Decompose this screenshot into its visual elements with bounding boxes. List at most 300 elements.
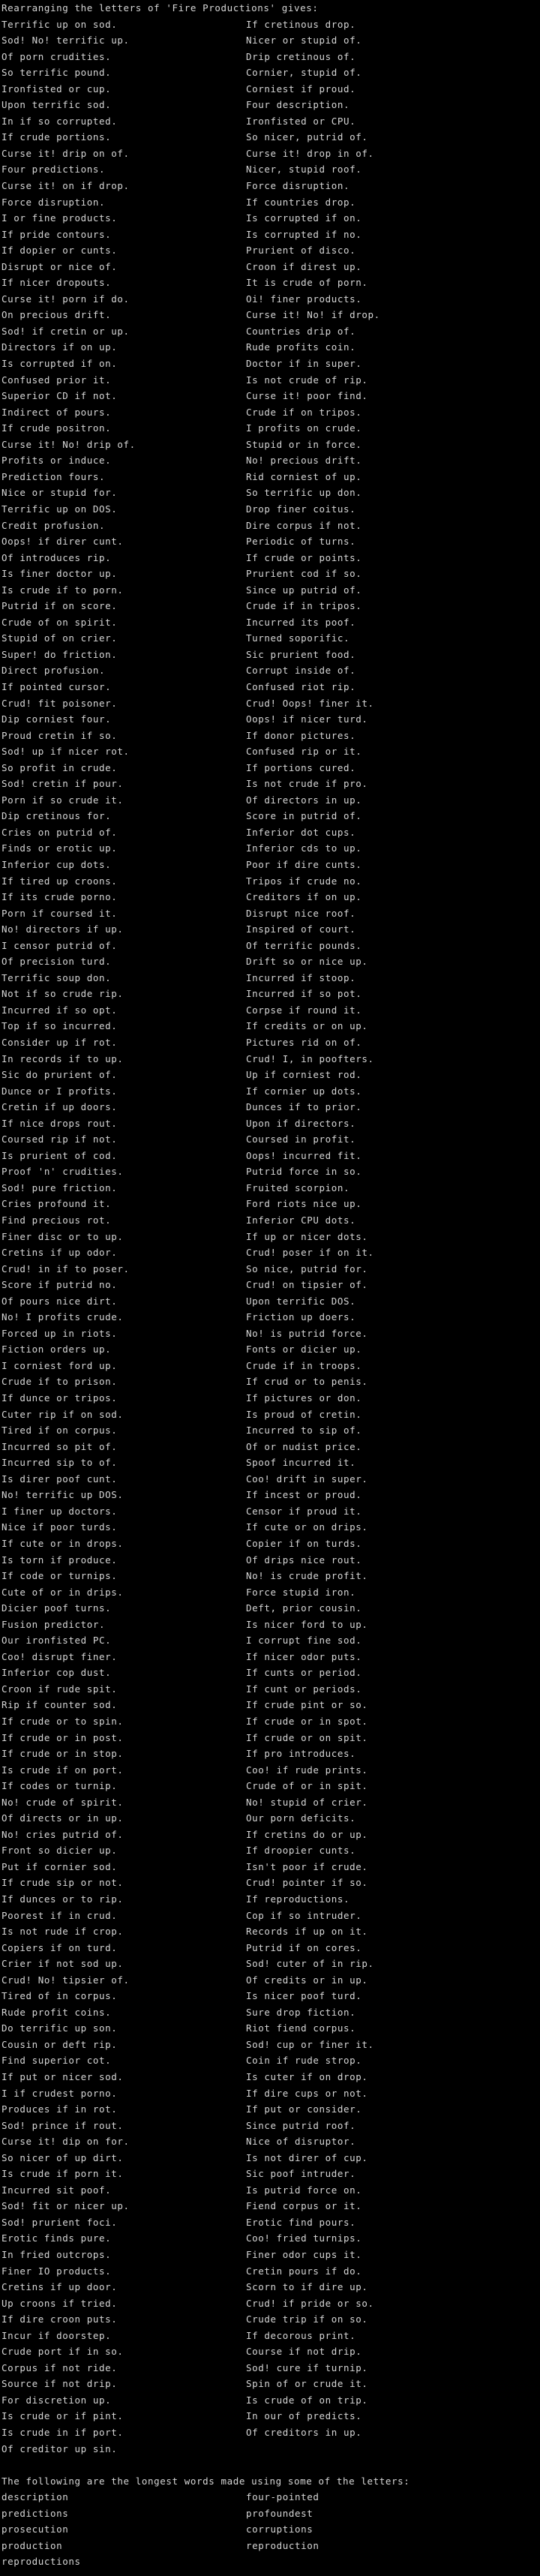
anagram-item: Coo! fried turnips. [246, 2232, 362, 2244]
anagram-item: Curse it! drip on of. [2, 147, 130, 159]
anagram-item: Coursed rip if not. [2, 1133, 118, 1145]
anagram-item: Cornier, stupid of. [246, 67, 362, 79]
anagram-item: Rude profit coins. [2, 2006, 112, 2018]
anagram-item: Oi! finer products. [246, 293, 362, 305]
anagram-item: Doctor if in super. [246, 358, 362, 370]
anagram-heading: Rearranging the letters of 'Fire Productions' gives: [2, 2, 319, 14]
anagram-item: Is corrupted if on. [246, 212, 362, 224]
anagram-item: Terrific up on sod. [2, 18, 118, 30]
anagram-item: Source if not drip. [2, 2378, 118, 2390]
anagram-item: Copier if on turds. [246, 1537, 362, 1549]
anagram-item: For discretion up. [2, 2394, 112, 2406]
anagram-item: Is direr poof cunt. [2, 1473, 118, 1485]
anagram-item: Is torn if produce. [2, 1554, 118, 1566]
anagram-item: Is corrupted if no. [246, 228, 362, 240]
anagram-item: Cuter rip if on sod. [2, 1408, 124, 1420]
anagram-item: Incurred sit poof. [2, 2184, 112, 2196]
anagram-item: Find superior cot. [2, 2055, 112, 2067]
anagram-item: In if so corrupted. [2, 115, 118, 127]
anagram-item: Consider up if rot. [2, 1037, 118, 1048]
anagram-item: Sod! cup or finer it. [246, 2038, 374, 2050]
anagram-item: I or fine products. [2, 212, 118, 224]
anagram-item: Is crude in if port. [2, 2427, 124, 2439]
anagram-item: Drift so or nice up. [246, 956, 368, 968]
anagram-item: If dire croon puts. [2, 2313, 118, 2325]
anagram-item: Coin if rude strop. [246, 2055, 362, 2067]
anagram-item: Sod! fit or nicer up. [2, 2200, 130, 2212]
anagram-item: Prediction fours. [2, 470, 106, 482]
anagram-item: Crude trip if on so. [246, 2313, 368, 2325]
anagram-item: If pride contours. [2, 228, 112, 240]
anagram-item: Of credits or in up. [246, 1974, 368, 1986]
anagram-item: If put or nicer sod. [2, 2071, 124, 2082]
anagram-item: Forced up in riots. [2, 1327, 118, 1339]
anagram-item: Sic prurient food. [246, 648, 356, 660]
anagram-item: Super! do friction. [2, 648, 118, 660]
anagram-item: Prurient of disco. [246, 245, 356, 257]
anagram-item: No! terrific up DOS. [2, 1489, 124, 1501]
anagram-item: Sic poof intruder. [246, 2168, 356, 2180]
anagram-item: Nice if poor turds. [2, 1521, 118, 1533]
anagram-item: Fonts or dicier up. [246, 1344, 362, 1356]
anagram-item: It is crude of porn. [246, 277, 368, 289]
anagram-item: Dip corniest four. [2, 713, 112, 725]
anagram-item: Isn't poor if crude. [246, 1860, 368, 1872]
anagram-item: Fusion predictor. [2, 1618, 106, 1630]
anagram-item: Putrid if on cores. [246, 1941, 362, 1953]
anagram-item: So nicer, putrid of. [246, 131, 368, 143]
anagram-item: Of directors in up. [246, 794, 362, 806]
anagram-item: Our ironfisted PC. [2, 1635, 112, 1647]
anagram-item: If pro introduces. [246, 1748, 356, 1760]
anagram-item: If crude or in stop. [2, 1748, 124, 1760]
anagram-item: Curse it! dip on for. [2, 2136, 130, 2148]
anagram-item: Disrupt nice roof. [246, 907, 356, 919]
anagram-item: Is not rude if crop. [2, 1926, 124, 1938]
anagram-item: Confused riot rip. [246, 680, 356, 692]
longest-words-list [2, 2489, 540, 2570]
anagram-item: If cretinous drop. [246, 18, 356, 30]
anagram-item: Upon terrific DOS. [246, 1295, 356, 1307]
anagram-item: Crud! pointer if so. [246, 1877, 368, 1889]
anagram-item: Proud cretin if so. [2, 729, 118, 741]
anagram-item: Crud! Oops! finer it. [246, 697, 374, 709]
anagram-item: Incurred if so pot. [246, 988, 362, 1000]
anagram-item: Stupid of on crier. [2, 632, 118, 644]
anagram-item: Countries drip of. [246, 325, 356, 337]
anagram-item: No! is crude profit. [246, 1570, 368, 1582]
anagram-item: Friction up doers. [246, 1311, 356, 1323]
anagram-item: Sod! cuter of in rip. [246, 1958, 374, 1970]
anagram-item: If its crude porno. [2, 891, 118, 903]
anagram-item: Sod! No! terrific up. [2, 35, 130, 47]
anagram-item: Croon if direst up. [246, 260, 362, 272]
anagram-item: Incurred sip to of. [2, 1457, 118, 1469]
anagram-item: If cunt or periods. [246, 1683, 362, 1695]
anagram-item: Curse it! drop in of. [246, 147, 374, 159]
anagram-item: So profit in crude. [2, 761, 118, 773]
anagram-item: Corrupt inside of. [246, 665, 356, 677]
anagram-item: Is crude if to porn. [2, 584, 124, 596]
anagram-item: Put if cornier sod. [2, 1860, 118, 1872]
anagram-item: Ironfisted or cup. [2, 83, 112, 95]
anagram-item: Crude if in tripos. [246, 600, 362, 612]
anagram-item: Cute of or in drips. [2, 1586, 124, 1598]
anagram-item: Crud! I, in poofters. [246, 1052, 374, 1064]
anagram-item: No! stupid of crier. [246, 1796, 368, 1808]
anagram-item: Score in putrid of. [246, 810, 362, 822]
anagram-item: Putrid force in so. [246, 1166, 362, 1178]
anagram-item: If nice drops rout. [2, 1117, 118, 1129]
anagram-item: Crude if to prison. [2, 1376, 118, 1388]
anagram-item: Profits or induce. [2, 455, 112, 467]
anagram-item: Cop if so intruder. [246, 1909, 362, 1921]
anagram-item: In our of predicts. [246, 2410, 362, 2422]
longest-word-item: reproduction [246, 2539, 320, 2551]
anagram-item: Porn if so crude it. [2, 794, 124, 806]
longest-word-item: profoundest [246, 2507, 314, 2519]
anagram-item: Crude if in troops. [246, 1359, 362, 1371]
anagram-item: Tripos if crude no. [246, 875, 362, 887]
anagram-item: Confused rip or it. [246, 746, 362, 758]
anagram-item: Corniest if proud. [246, 83, 356, 95]
anagram-item: Not if so crude rip. [2, 988, 124, 1000]
anagram-item: Dunces if to prior. [246, 1101, 362, 1113]
anagram-item: Sod! pure friction. [2, 1181, 118, 1193]
anagram-item: Find precious rot. [2, 1214, 112, 1226]
anagram-item: Upon terrific sod. [2, 99, 112, 111]
anagram-item: Sod! prurient foci. [2, 2216, 118, 2228]
anagram-item: Confused prior it. [2, 374, 112, 386]
anagram-item: Score if putrid no. [2, 1279, 118, 1291]
anagram-item: If crude sip or not. [2, 1877, 124, 1889]
anagram-item: Crude port if in so. [2, 2346, 124, 2358]
anagram-item: If portions cured. [246, 761, 356, 773]
anagram-item: Crud! No! tipsier of. [2, 1974, 130, 1986]
anagram-item: Is putrid force on. [246, 2184, 362, 2196]
anagram-item: If cornier up dots. [246, 1085, 362, 1097]
anagram-item: Crude of or in spit. [246, 1780, 368, 1792]
anagram-item: Oops! incurred fit. [246, 1149, 362, 1161]
anagram-item: Finds or erotic up. [2, 842, 118, 854]
anagram-item: Is crude of on trip. [246, 2394, 368, 2406]
anagram-item: Crud! in if to poser. [2, 1262, 130, 1274]
anagram-item: Terrific up on DOS. [2, 503, 118, 515]
anagram-item: So nice, putrid for. [246, 1262, 368, 1274]
anagram-item: Is finer doctor up. [2, 568, 118, 580]
anagram-item: I if crudest porno. [2, 2087, 118, 2099]
anagram-item: Since putrid roof. [246, 2119, 356, 2131]
anagram-item: Is nicer ford to up. [246, 1618, 368, 1630]
anagram-item: If credits or on up. [246, 1020, 368, 1032]
anagram-item: Rude profits coin. [246, 341, 356, 353]
anagram-item: Cretins if up odor. [2, 1247, 118, 1259]
anagram-item: Crud! fit poisoner. [2, 697, 118, 709]
longest-word-item: reproductions [2, 2556, 81, 2568]
anagram-item: Is crude or if pint. [2, 2410, 124, 2422]
anagram-item: Direct profusion. [2, 665, 106, 677]
anagram-item: Of pours nice dirt. [2, 1295, 118, 1307]
anagram-item: Is corrupted if on. [2, 358, 118, 370]
anagram-item: Records if up on it. [246, 1926, 368, 1938]
anagram-column-left [2, 17, 246, 2457]
anagram-item: Incurred if stoop. [246, 971, 356, 983]
anagram-item: If incest or proud. [246, 1489, 362, 1501]
anagram-item: Of creditors in up. [246, 2427, 362, 2439]
anagram-item: Our porn deficits. [246, 1812, 356, 1824]
anagram-item: Nice of disruptor. [246, 2136, 356, 2148]
anagram-item: Crud! poser if on it. [246, 1247, 374, 1259]
anagram-item: Ironfisted or CPU. [246, 115, 356, 127]
anagram-item: Incurred to sip of. [246, 1425, 362, 1437]
anagram-item: Curse it! on if drop. [2, 180, 130, 192]
anagram-item: Of precision turd. [2, 956, 112, 968]
anagram-item: Inferior CPU dots. [246, 1214, 356, 1226]
anagram-item: Of terrific pounds. [246, 939, 362, 951]
longest-word-item: four-pointed [246, 2491, 320, 2503]
anagram-item: I finer up doctors. [2, 1505, 118, 1517]
anagram-item: No! directors if up. [2, 923, 124, 935]
anagram-item: Of porn crudities. [2, 50, 112, 62]
anagram-item: Drip cretinous of. [246, 50, 356, 62]
longest-word-item: corruptions [246, 2523, 314, 2535]
anagram-item: Scorn to if dire up. [246, 2281, 368, 2293]
anagram-item: Rip if counter sod. [2, 1699, 118, 1711]
anagram-item: If codes or turnip. [2, 1780, 118, 1792]
longest-word-item: prosecution [2, 2523, 69, 2535]
anagram-item: If crude or in spot. [246, 1715, 368, 1727]
anagram-item: Inferior dot cups. [246, 826, 356, 838]
anagram-item: Cries on putrid of. [2, 826, 118, 838]
anagram-item: Force stupid iron. [246, 1586, 356, 1598]
anagram-item: Censor if proud it. [246, 1505, 362, 1517]
anagram-item: Spoof incurred it. [246, 1457, 356, 1469]
anagram-item: Curse it! No! drip of. [2, 438, 136, 450]
anagram-item: Top if so incurred. [2, 1020, 118, 1032]
anagram-item: I profits on crude. [246, 422, 362, 434]
anagram-item: Nice or stupid for. [2, 487, 118, 499]
anagram-item: Porn if coursed it. [2, 907, 118, 919]
anagram-item: Croon if rude spit. [2, 1683, 118, 1695]
anagram-item: Is prurient of cod. [2, 1149, 118, 1161]
anagram-item: So nicer of up dirt. [2, 2151, 124, 2163]
anagram-item: No! is putrid force. [246, 1327, 368, 1339]
anagram-item: If crude or on spit. [246, 1731, 368, 1743]
anagram-item: Superior CD if not. [2, 390, 118, 402]
anagram-column-right [246, 17, 540, 2457]
anagram-item: Sod! if cretin or up. [2, 325, 130, 337]
anagram-item: In records if to up. [2, 1052, 124, 1064]
anagram-item: Sod! prince if rout. [2, 2119, 124, 2131]
anagram-item: Directors if on up. [2, 341, 118, 353]
anagram-item: If cute or in drops. [2, 1537, 124, 1549]
anagram-item: If donor pictures. [246, 729, 356, 741]
anagram-item: Incurred so pit of. [2, 1440, 118, 1452]
anagram-item: Cries profound it. [2, 1198, 112, 1210]
anagram-item: Corpse if round it. [246, 1004, 362, 1016]
anagram-item: Is proud of cretin. [246, 1408, 362, 1420]
anagram-item: Up if corniest rod. [246, 1069, 362, 1081]
anagram-item: Is not direr of cup. [246, 2151, 368, 2163]
anagram-item: Dire corpus if not. [246, 519, 362, 531]
anagram-item: If dire cups or not. [246, 2087, 368, 2099]
anagram-item: If nicer dropouts. [2, 277, 112, 289]
anagram-item: If dunces or to rip. [2, 1893, 124, 1905]
anagram-item: Pictures rid on of. [246, 1037, 362, 1048]
anagram-item: Up croons if tried. [2, 2297, 118, 2309]
anagram-item: Tired if on corpus. [2, 1425, 118, 1437]
anagram-item: Force disruption. [246, 180, 350, 192]
anagram-item: Of drips nice rout. [246, 1554, 362, 1566]
anagram-item: Of or nudist price. [246, 1440, 362, 1452]
anagram-item: Proof 'n' crudities. [2, 1166, 124, 1178]
anagram-item: Crude of on spirit. [2, 616, 118, 628]
anagram-item: Coo! if rude prints. [246, 1764, 368, 1776]
anagram-item: Fiend corpus or it. [246, 2200, 362, 2212]
anagram-item: Copiers if on turd. [2, 1941, 118, 1953]
anagram-item: Coo! disrupt finer. [2, 1650, 118, 1662]
anagram-item: Sic do prurient of. [2, 1069, 118, 1081]
anagram-item: Dip cretinous for. [2, 810, 112, 822]
anagram-item: Inspired of court. [246, 923, 356, 935]
anagram-item: Of directs or in up. [2, 1812, 124, 1824]
anagram-item: In fried outcrops. [2, 2249, 112, 2261]
anagram-item: Erotic finds pure. [2, 2232, 112, 2244]
anagram-item: Spin of or crude it. [246, 2378, 368, 2390]
anagram-item: If countries drop. [246, 196, 356, 208]
anagram-item: If droopier cunts. [246, 1845, 356, 1857]
anagram-item: Force disruption. [2, 196, 106, 208]
anagram-item: Dicier poof turns. [2, 1602, 112, 1614]
anagram-item: Cousin or deft rip. [2, 2038, 118, 2050]
anagram-item: Putrid if on score. [2, 600, 118, 612]
anagram-item: Upon if directors. [246, 1117, 356, 1129]
anagram-item: Poor if dire cunts. [246, 858, 362, 870]
anagram-item: If crude pint or so. [246, 1699, 368, 1711]
anagram-item: If nicer odor puts. [246, 1650, 362, 1662]
longest-words-heading: The following are the longest words made using some of the letters: [2, 2475, 410, 2487]
anagram-item: If crude positron. [2, 422, 112, 434]
anagram-item: Stupid or in force. [246, 438, 362, 450]
anagram-item: If crude or points. [246, 551, 362, 563]
anagram-item: Tired of in corpus. [2, 1990, 118, 2002]
anagram-columns [2, 17, 540, 2457]
anagram-item: If cute or on drips. [246, 1521, 368, 1533]
anagram-item: Oops! if nicer turd. [246, 713, 368, 725]
anagram-item: I censor putrid of. [2, 939, 118, 951]
anagram-item: Is crude if on port. [2, 1764, 124, 1776]
anagram-item: Corpus if not ride. [2, 2361, 118, 2373]
anagram-item: Incurred if so opt. [2, 1004, 118, 1016]
anagram-item: Sod! cretin if pour. [2, 778, 124, 790]
anagram-item: Inferior cup dots. [2, 858, 112, 870]
anagram-item: Oops! if direr cunt. [2, 536, 124, 548]
anagram-item: Front so dicier up. [2, 1845, 118, 1857]
anagram-item: Curse it! porn if do. [2, 293, 130, 305]
anagram-item: Produces if in rot. [2, 2103, 118, 2115]
anagram-item: Incurred its poof. [246, 616, 356, 628]
anagram-item: Creditors if on up. [246, 891, 362, 903]
anagram-item: I corrupt fine sod. [246, 1635, 362, 1647]
anagram-item: So terrific up don. [246, 487, 362, 499]
anagram-item: If decorous print. [246, 2329, 356, 2341]
anagram-item: If put or consider. [246, 2103, 362, 2115]
anagram-item: Do terrific up son. [2, 2022, 118, 2034]
anagram-item: If dunce or tripos. [2, 1392, 118, 1404]
anagram-item: Nicer or stupid of. [246, 35, 362, 47]
anagram-item: Curse it! poor find. [246, 390, 368, 402]
anagram-item: Crud! on tipsier of. [246, 1279, 368, 1291]
anagram-item: Finer IO products. [2, 2265, 112, 2277]
anagram-item: Is crude if porn it. [2, 2168, 124, 2180]
anagram-item: Prurient cod if so. [246, 568, 362, 580]
anagram-item: Inferior cds to up. [246, 842, 362, 854]
anagram-item: Since up putrid of. [246, 584, 362, 596]
anagram-item: Of introduces rip. [2, 551, 112, 563]
anagram-item: Terrific soup don. [2, 971, 112, 983]
anagram-item: Turned soporific. [246, 632, 350, 644]
anagram-item: Crude if on tripos. [246, 406, 362, 418]
anagram-item: I corniest ford up. [2, 1359, 118, 1371]
anagram-item: Curse it! No! if drop. [246, 309, 380, 321]
anagram-item: Ford riots nice up. [246, 1198, 362, 1210]
anagram-item: Disrupt or nice of. [2, 260, 118, 272]
anagram-item: Finer odor cups it. [246, 2249, 362, 2261]
anagram-item: Crier if not sod up. [2, 1958, 124, 1970]
anagram-item: If cunts or period. [246, 1667, 362, 1679]
anagram-item: No! precious drift. [246, 455, 362, 467]
anagram-item: Poorest if in crud. [2, 1909, 118, 1921]
anagram-item: If crude or in post. [2, 1731, 124, 1743]
anagram-item: Nicer, stupid roof. [246, 164, 362, 176]
anagram-item: Inferior cop dust. [2, 1667, 112, 1679]
anagram-item: Drop finer coitus. [246, 503, 356, 515]
anagram-item: Is not crude if pro. [246, 778, 368, 790]
anagram-item: Cretin if up doors. [2, 1101, 118, 1113]
anagram-item: If tired up croons. [2, 875, 118, 887]
anagram-item: If cretins do or up. [246, 1828, 368, 1840]
anagram-item: Four predictions. [2, 164, 106, 176]
longest-word-item: description [2, 2491, 69, 2503]
anagram-item: Coo! drift in super. [246, 1473, 368, 1485]
anagram-item: Course if not drip. [246, 2346, 362, 2358]
anagram-item: Sure drop fiction. [246, 2006, 356, 2018]
longest-word-item: predictions [2, 2507, 69, 2519]
anagram-item: No! I profits crude. [2, 1311, 124, 1323]
anagram-item: If code or turnips. [2, 1570, 118, 1582]
anagram-item: Is nicer poof turd. [246, 1990, 362, 2002]
anagram-item: Finer disc or to up. [2, 1230, 124, 1242]
anagram-item: Of creditor up sin. [2, 2442, 118, 2454]
anagram-item: Cretins if up door. [2, 2281, 118, 2293]
anagram-item: If up or nicer dots. [246, 1230, 368, 1242]
anagram-item: Coursed in profit. [246, 1133, 356, 1145]
anagram-item: Credit profusion. [2, 519, 106, 531]
anagram-item: Incur if doorstep. [2, 2329, 112, 2341]
anagram-item: Erotic find pours. [246, 2216, 356, 2228]
anagram-item: Periodic of turns. [246, 536, 356, 548]
anagram-item: Fruited scorpion. [246, 1181, 350, 1193]
anagram-item: Indirect of pours. [2, 406, 112, 418]
anagram-item: No! cries putrid of. [2, 1828, 124, 1840]
anagram-item: Cretin pours if do. [246, 2265, 362, 2277]
anagram-item: Is not crude of rip. [246, 374, 368, 386]
anagram-item: If pictures or don. [246, 1392, 362, 1404]
anagram-item: If crud or to penis. [246, 1376, 368, 1388]
anagram-item: Riot fiend corpus. [246, 2022, 356, 2034]
anagram-item: Sod! cure if turnip. [246, 2361, 368, 2373]
anagram-item: If dopier or cunts. [2, 245, 118, 257]
